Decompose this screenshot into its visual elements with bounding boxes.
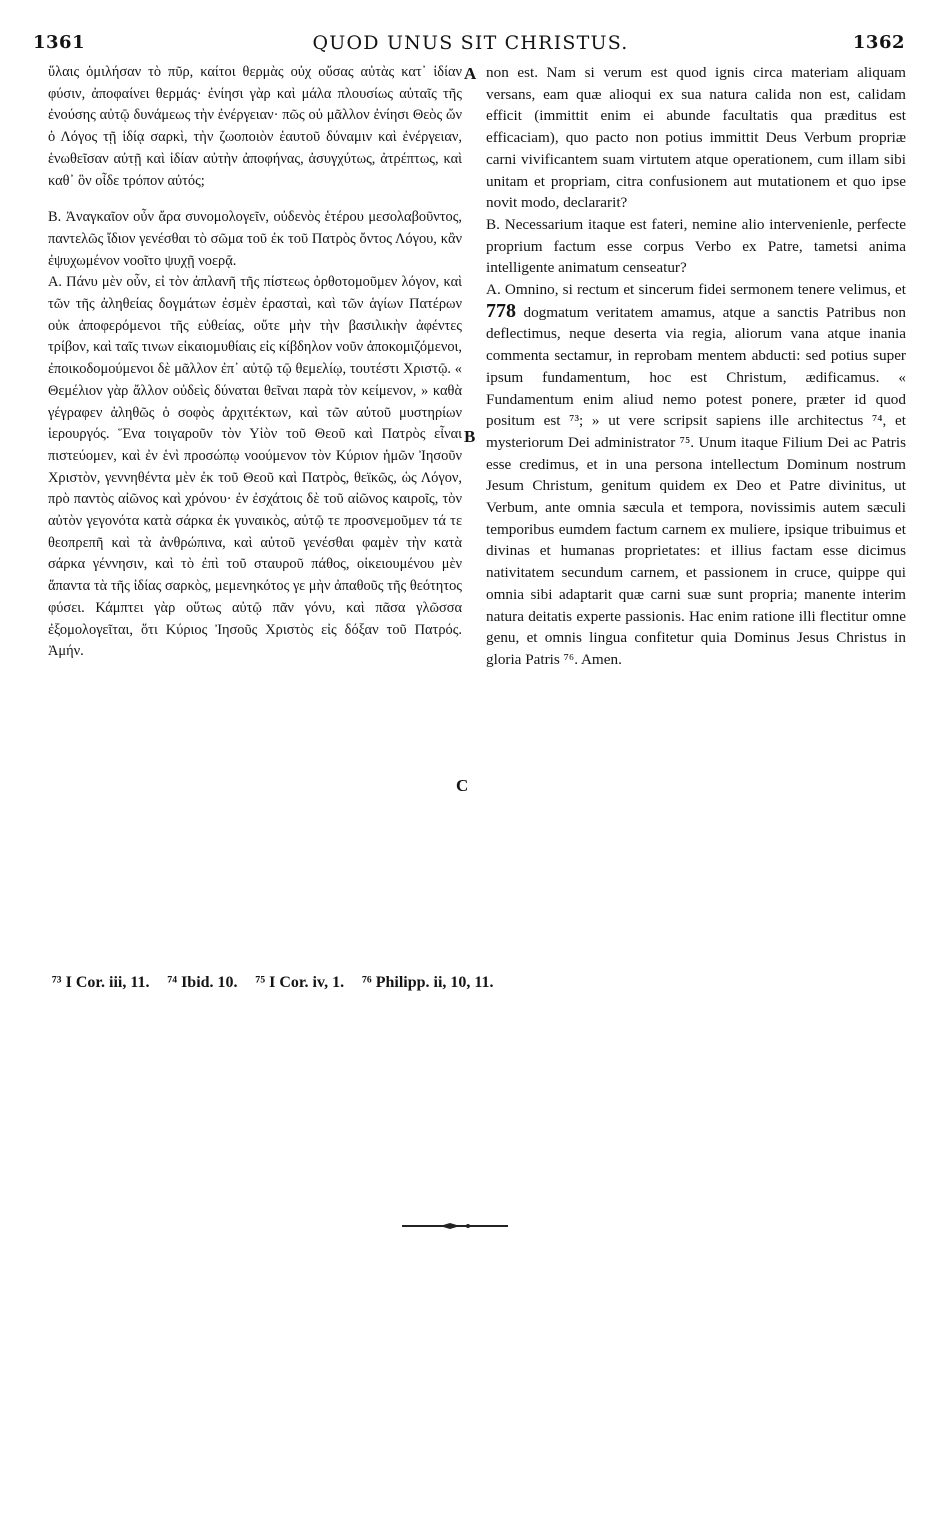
greek-paragraph-1: ὕλαις ὁμιλήσαν τὸ πῦρ, καίτοι θερμὰς οὐχ οὔσας αὐτὰς κατ᾽ ἰδίαν φύσιν, ἀποφαίνει θερμάς· ἐνίησι γὰρ καὶ μάλα πλουσίως αὐταῖς τῆς ἐνούσης αὐτῷ δυνάμεως τὴν ἐνέργειαν· πῶς οὐ μᾶλλον ἐνίησι Θεὸς ὤν ὁ Λόγος τῇ ἰδίᾳ σαρκὶ, τὴν ζωοποιὸν ἑαυτοῦ δύναμιν καὶ ἐνέργειαν, ἑνωθεῖσαν αὐτῇ καὶ ἰδίαν αὐτὴν ἀποφήνας, ἀσυγχύτως, ἀτρέπτως, καὶ καθ᾽ ὃν οἶδε τρόπον αὐτός; (48, 64, 462, 189)
latin-paragraph-3-start: A. Omnino, si rectum et sincerum fidei sermonem tenere velimus, et (486, 281, 906, 299)
footnote-73: ⁷³ I Cor. iii, 11. (52, 974, 150, 991)
margin-letter-c: C (456, 776, 469, 795)
latin-paragraph-3 (486, 279, 906, 671)
page-header (0, 32, 941, 58)
latin-paragraph-3-rest: dogmatum veritatem amamus, atque a sanctis Patribus non deflectimus, neque deserta via regia, aliorum vana atque inania commenta sectamur, in reprobam mentem abducti: sed potius super ipsum fundamentum, hoc est Christum, ædificamus. « Fundamentum enim aliud nemo potest ponere, præter id quod positum est ⁷³; » ut vere scripsit sapiens ille architectus ⁷⁴, et mysteriorum Dei administrator ⁷⁵. Unum itaque Filium Dei ac Patris esse credimus, et in una persona intellectum Dominum nostrum Jesum Christum, genitum quidem ex Deo et Patre divinitus, ut Verbum, ante omnia sæcula et tempora, novissimis autem sæculi temporibus eumdem factum carnem ex muliere, ipsique tribuimus et divinas et humanas proprietates: et illius factam esse dicimus nativitatem secundum carnem, et passionem in cruce, quippe qui omnia sibi adaptarit quæ carni suæ sunt propria; manente interim natura deitatis experte passionis. Hac enim ratione illi flectitur omne genu, et omnis lingua confitetur quia Dominus Jesus Christus in gloria Patris ⁷⁶. Amen. (486, 303, 906, 668)
margin-letter-a: A (464, 64, 477, 83)
running-title: QUOD UNUS SIT CHRISTUS. (312, 32, 629, 54)
greek-column (48, 62, 462, 663)
footnote-76: ⁷⁶ Philipp. ii, 10, 11. (362, 974, 494, 991)
latin-paragraph-1: non est. Nam si verum est quod ignis circa materiam aliquam versans, eam quæ alioqui ex sua natura calida non est, calidam efficit (immittit enim ei abunde facultatis qua præditus est efficaciam), quo pacto non potius immittit Deus Verbum propriæ carni vivificantem suam virtutem atque operationem, cum illam sibi unitam et propriam, citra confusionem aut mutationem et quo ipse novit modo, declararit? (486, 64, 906, 212)
latin-paragraph-2: B. Necessarium itaque est fateri, nemine alio intervenienle, perfecte proprium factum esse corpus Verbo ex Patre, tametsi anima intelligente animatum censeatur? (486, 215, 906, 277)
footnotes (52, 974, 912, 992)
footnote-75: ⁷⁵ I Cor. iv, 1. (255, 974, 345, 991)
page-number-right: 1362 (852, 32, 905, 53)
greek-paragraph-3: A. Πάνυ μὲν οὖν, εἰ τὸν ἀπλανῆ τῆς πίστεως ὀρθοτομοῦμεν λόγον, καὶ τῶν τῆς ἀληθείας δογμάτων ἐσμὲν ἐρασταὶ, καὶ τῶν ἁγίων Πατέρων οὐκ ἀποφερόμενοι τῆς εὐθείας, οὔτε μὴν τὴν βασιλικὴν ἀφέντες τρίβον, καὶ ταῖς τινων εἰκαιομυθίαις εἰς κίβδηλον νοῦν ἀποκομιζόμενοι, ἐποικοδομούμενοι δὲ μᾶλλον ἐπ᾽ αὐτῷ τῷ θεμελίῳ, τουτέστι Χριστῷ. « Θεμέλιον γὰρ ἄλλον οὐδεὶς δύναται θεῖναι παρὰ τὸν κείμενον, » καθὰ γέγραφεν ἀληθῶς ὁ σοφὸς ἀρχιτέκτων, καὶ τῶν αὐτοῦ μυστηρίων ἱερουργός. Ἕνα τοιγαροῦν τὸν Υἱὸν τοῦ Θεοῦ καὶ Πατρὸς εἶναι πιστεύομεν, καὶ ἐν ἑνὶ προσώπῳ νοούμενον τὸν Κύριον ἡμῶν Ἰησοῦν Χριστὸν, γεννηθέντα μὲν ἐκ τοῦ Θεοῦ καὶ Πατρὸς, θεϊκῶς, ὡς Λόγον, πρὸ παντὸς αἰῶνος καὶ χρόνου· ἐν ἐσχάτοις δὲ τοῦ αἰῶνος καιροῖς, τὸν αὐτὸν γεγονότα κατὰ σάρκα ἐκ γυναικὸς, αὐτῷ τε προσνεμοῦμεν τά τε θεοπρεπῆ καὶ τὰ ἀνθρώπινα, καὶ αὐτοῦ γενέσθαι φαμὲν τὴν κατὰ σάρκα γέννησιν, καὶ τὸ ἐπὶ τοῦ σταυροῦ πάθος, οἰκειουμένου μὲν ἅπαντα τὰ τῆς ἰδίας σαρκὸς, μεμενηκότος γε μὴν ἀπαθοῦς τῆς θεότητος φύσει. Κάμπτει γὰρ οὕτως αὐτῷ πᾶν γόνυ, καὶ πᾶσα γλῶσσα ἐξομολογεῖται, ὅτι Κύριος Ἰησοῦς Χριστὸς εἰς δόξαν τοῦ Πατρός. Ἀμήν. (48, 274, 462, 660)
latin-column (486, 62, 906, 671)
column-number: 778 (486, 299, 516, 322)
greek-paragraph-2: B. Ἀναγκαῖον οὖν ἄρα συνομολογεῖν, οὐδενὸς ἑτέρου μεσολαβοῦντος, παντελῶς ἴδιον γενέσθαι τὸ σῶμα τοῦ ἐκ τοῦ Πατρὸς ὄντος Λόγου, κἂν ἐψυχωμένον νοοῖτο ψυχῇ νοερᾷ. (48, 209, 462, 269)
footnote-74: ⁷⁴ Ibid. 10. (167, 974, 238, 991)
page-number-left: 1361 (33, 32, 86, 53)
ornament-divider (400, 1222, 510, 1230)
margin-letter-b: B (464, 427, 476, 446)
